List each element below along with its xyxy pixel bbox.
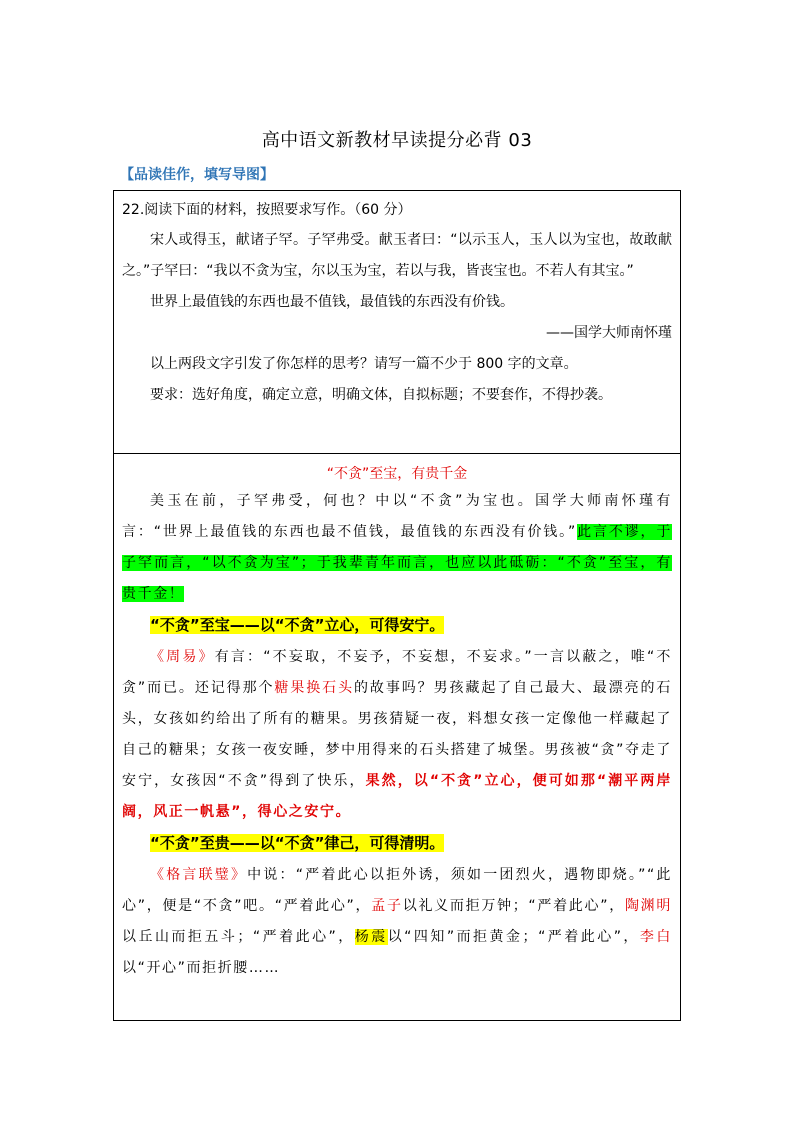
book-title-geyan: 《格言联璧》: [150, 867, 248, 883]
essay-title: “不贪”至宝，有贵千金: [326, 466, 468, 482]
name-mengzi: 孟子: [371, 898, 403, 914]
name-taoyuanming: 陶渊明: [624, 898, 672, 914]
prompt-attribution: ——国学大师南怀瑾: [546, 325, 672, 341]
p1-text-a: 有言：“不妄取，不妄予，不妄想，不妄求。”一言以蔽之，唯“不贪”而已。还记得那个: [122, 649, 672, 696]
book-title-zhouyi: 《周易》: [150, 649, 215, 665]
name-yangzhen: 杨震: [354, 929, 388, 945]
prompt-para-1: 宋人或得玉，献诸子罕。子罕弗受。献玉者曰：“以示玉人，玉人以为宝也，故敢献之。”子罕曰：“我以不贪为宝，尔以玉为宝，若以与我，皆丧宝也。不若人有其宝。”: [122, 232, 672, 279]
p2-text-a: 中说：“严着此心以拒外诱，须如一团烈火，遇物即烧。”“此心”，便是“不贪”吧。“严着此心”，: [122, 867, 672, 914]
story-name: 糖果换石头: [274, 680, 355, 696]
prompt-box: [113, 190, 681, 454]
essay-paragraph-1: [122, 642, 672, 828]
prompt-para-3: 以上两段文字引发了你怎样的思考？请写一篇不少于 800 字的文章。: [150, 356, 578, 372]
essay-box: [113, 453, 681, 1021]
prompt-heading: 22.阅读下面的材料，按照要求写作。（60 分）: [122, 202, 412, 218]
essay-paragraph-2: [122, 860, 672, 984]
essay-thesis: 此言不谬，于子罕而言，“以不贪为宝”；于我辈青年而言，也应以此砥砺：“不贪”至宝，有贵千金！: [122, 524, 672, 602]
essay-intro: [122, 486, 672, 610]
p1-conclusion: 果然，以“不贪”立心，便可如那“潮平两岸阔，风正一帆悬”，得心之安宁。: [122, 773, 673, 820]
p2-text-b: 以礼义而拒万钟；“严着此心”，: [402, 898, 625, 914]
p2-text-e: 以“开心”而拒折腰……: [122, 960, 281, 976]
essay-subheading-1: “不贪”至宝——以“不贪”立心，可得安宁。: [150, 616, 445, 634]
essay-subheading-2-line: [122, 828, 672, 860]
p2-text-d: 以“四知”而拒黄金；“严着此心”，: [387, 929, 640, 945]
prompt-para-2: 世界上最值钱的东西也最不值钱，最值钱的东西没有价钱。: [150, 294, 514, 310]
section-tag: 【品读佳作，填写导图】: [120, 167, 274, 183]
prompt-requirements: 要求：选好角度，确定立意，明确文体，自拟标题；不要套作，不得抄袭。: [150, 387, 612, 403]
p1-text-b: 的故事吗？男孩藏起了自己最大、最漂亮的石头，女孩如约给出了所有的糖果。男孩猜疑一夜，料想女孩一定像他一样藏起了自己的糖果；女孩一夜安睡，梦中用得来的石头搭建了城堡。男孩被“贪”夺走了安宁，女孩因“不贪”得到了快乐，: [122, 680, 673, 789]
essay-subheading-1-line: [122, 610, 672, 642]
name-libai: 李白: [639, 929, 672, 945]
page-title: 高中语文新教材早读提分必背 03: [261, 130, 533, 151]
p2-text-c: 以丘山而拒五斗；“严着此心”，: [122, 929, 355, 945]
essay-subheading-2: “不贪”至贵——以“不贪”律己，可得清明。: [150, 834, 445, 852]
essay-intro-text: 美玉在前，子罕弗受，何也？中以“不贪”为宝也。国学大师南怀瑾有言：“世界上最值钱的东西也最不值钱，最值钱的东西没有价钱。”: [122, 493, 672, 540]
